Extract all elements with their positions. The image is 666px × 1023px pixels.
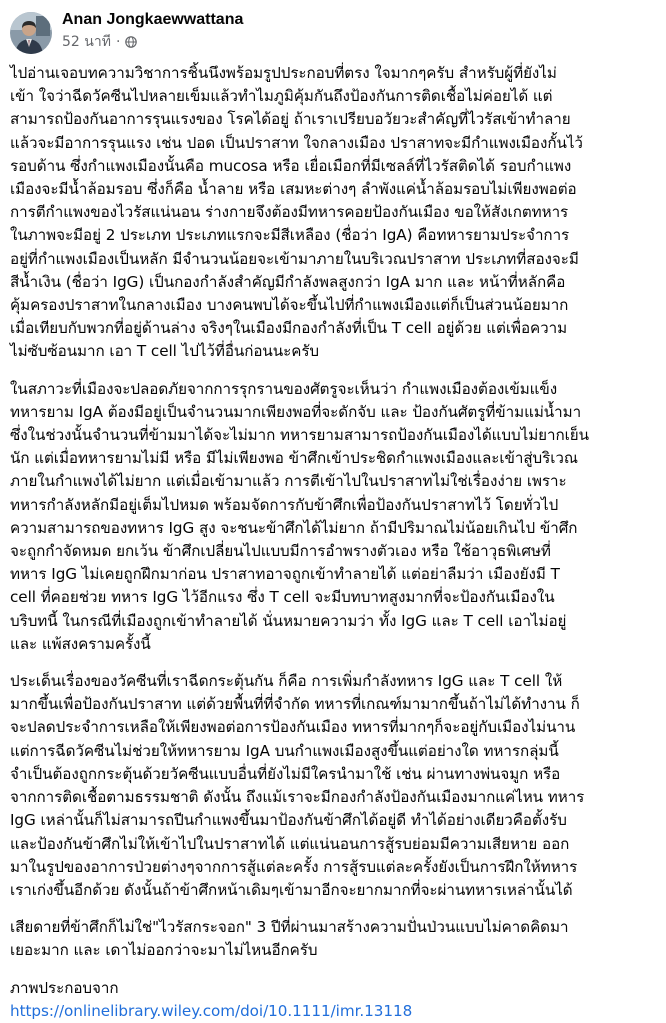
text-line: แต่การฉีดวัคซีนไม่ช่วยให้ทหารยาม IgA บนกำแพงเมืองสูงขึ้นแต่อย่างใด ทหารกลุ่มนี้ xyxy=(10,741,559,760)
image-credit-label: ภาพประกอบจาก xyxy=(10,978,119,997)
text-line: ประเด็นเรื่องของวัคซีนที่เราฉีดกระตุ้นกัน ก็คือ การเพิ่มกำลังทหาร IgG และ T cell ให้ xyxy=(10,672,563,691)
text-line: ทหารกำลังหลักมีอยู่เต็มไปหมด พร้อมจัดการกับข้าศึกเพื่อป้องกันปราสาทไว้ โดยทั่วไป xyxy=(10,495,559,514)
avatar-image xyxy=(10,12,52,54)
text-line: cell ที่คอยช่วย ทหาร IgG ไว้อีกแรง ซึ่ง T cell จะมีบทบาทสูงมากที่จะป้องกันเมืองใน xyxy=(10,588,555,607)
text-line: และ แพ้สงครามครั้งนี้ xyxy=(10,634,151,653)
text-line: สามารถป้องกันอาการรุนแรงของ โรคได้อยู่ ถ้าเราเปรียบอวัยวะสำคัญที่ไวรัสเข้าทำลาย xyxy=(10,110,571,129)
text-line: จะปลดประจำการเหลือให้เพียงพอต่อการป้องกันเมือง ทหารที่มากๆก็จะอยู่กับเมืองไม่นาน xyxy=(10,718,576,737)
text-line: รอบด้าน ซึ่งกำแพงเมืองนั้นคือ mucosa หรือ เยื่อเมือกที่มีเซลล์ที่ไวรัสติดได้ รอบกำแพง xyxy=(10,156,572,175)
image-credit xyxy=(10,977,662,1023)
text-line: ในภาพจะมีอยู่ 2 ประเภท ประเภทแรกจะมีสีเหลือง (ชื่อว่า IgA) คือทหารยามประจำการ xyxy=(10,226,570,245)
text-line: เราเก่งขึ้นอีกด้วย ดังนั้นถ้าข้าศึกหน้าเดิมๆเข้ามาอีกจะยากมากที่จะผ่านทหารเหล่านั้นได้ xyxy=(10,880,573,899)
text-line: เยอะมาก และ เดาไม่ออกว่าจะมาไม่ไหนอีกครับ xyxy=(10,941,318,960)
text-line: ไม่ซับซ้อนมาก เอา T cell ไปไว้ที่อื่นก่อนนะครับ xyxy=(10,342,320,361)
text-line: จะถูกกำจัดหมด ยกเว้น ข้าศึกเปลี่ยนไปแบบมีการอำพรางตัวเอง หรือ ใช้อาวุธพิเศษที่ xyxy=(10,542,551,561)
source-link[interactable]: https://onlinelibrary.wiley.com/doi/10.1111/imr.13118 xyxy=(10,1001,413,1020)
post-meta xyxy=(62,10,243,51)
text-line: ในสภาวะที่เมืองจะปลอดภัยจากการรุกรานของศัตรูจะเห็นว่า กำแพงเมืองต้องเข้มแข็ง xyxy=(10,379,558,398)
text-line: เสียดายที่ข้าศึกก็ไม่ใช่"ไวรัสกระจอก" 3 ปีที่ผ่านมาสร้างความปั่นป่วนแบบไม่คาดคิดมา xyxy=(10,918,569,937)
text-line: จำเป็นต้องถูกกระตุ้นด้วยวัคซีนแบบอื่นที่ยังไม่มีใครนำมาใช้ เช่น ผ่านทางพ่นจมูก หรือ xyxy=(10,764,561,783)
post-timestamp[interactable]: 52 นาที xyxy=(62,34,111,50)
text-line: และป้องกันข้าศึกไม่ให้เข้าไปในปราสาทได้ แต่แน่นอนการสู้รบย่อมมีความเสียหาย ออก xyxy=(10,834,570,853)
post-subline xyxy=(62,33,243,51)
text-line: คุ้มครองปราสาทในกลางเมือง บางคนพบได้จะขึ้นไปที่กำแพงเมืองแต่ก็เป็นส่วนน้อยมาก xyxy=(10,296,569,315)
text-line: นัก แต่เมื่อทหารยามไม่มี หรือ มีไม่เพียงพอ ข้าศึกเข้าประชิดกำแพงเมืองและเข้าสู่บริเวณ xyxy=(10,449,578,468)
text-line: IgG เหล่านั้นก็ไม่สามารถปีนกำแพงขึ้นมาป้องกันข้าศึกได้อยู่ดี ทำได้อย่างเดียวคือตั้งรับ xyxy=(10,811,567,830)
text-line: เมื่อเทียบกับพวกที่อยู่ด้านล่าง จริงๆในเมืองมีกองกำลังที่เป็น T cell อยู่ด้วย แต่เพื่อความ xyxy=(10,319,568,338)
avatar[interactable] xyxy=(10,12,52,54)
post-body xyxy=(10,62,662,1023)
text-line: มาในรูปของอาการป่วยต่างๆจากการสู้แต่ละครั้ง การสู้รบแต่ละครั้งยังเป็นการฝึกให้ทหาร xyxy=(10,857,578,876)
text-line: ความสามารถของทหาร IgG สูง จะชนะข้าศึกได้ไม่ยาก ถ้ามีปริมาณไม่น้อยเกินไป ข้าศึก xyxy=(10,518,578,537)
author-name[interactable]: Anan Jongkaewwattana xyxy=(62,11,244,28)
text-line: มากขึ้นเพื่อป้องกันปราสาท แต่ด้วยพื้นที่ที่จำกัด ทหารที่เกณฑ์มามากขึ้นถ้าไม่ได้ทำงาน ก็ xyxy=(10,695,580,714)
text-line: ทหารยาม IgA ต้องมีอยู่เป็นจำนวนมากเพียงพอที่จะดักจับ และ ป้องกันศัตรูที่ข้ามแม่น้ำมา xyxy=(10,402,582,421)
post-paragraph xyxy=(10,670,662,902)
text-line: ไปอ่านเจอบทความวิชาการชิ้นนึงพร้อมรูปประกอบที่ตรง ใจมากๆครับ สำหรับผู้ที่ยังไม่ xyxy=(10,64,557,82)
text-line: การตีกำแพงของไวรัสแน่นอน ร่างกายจึงต้องมีทหารคอยป้องกันเมือง ขอให้สังเกตทหาร xyxy=(10,203,569,222)
post-paragraph xyxy=(10,378,662,656)
globe-icon[interactable] xyxy=(125,36,137,48)
text-line: ภายในกำแพงได้ไม่ยาก แต่เมื่อเข้ามาแล้ว การตีเข้าไปในปราสาทไม่ใช่เรื่องง่าย เพราะ xyxy=(10,472,567,491)
text-line: จากการติดเชื้อตามธรรมชาติ ดังนั้น ถึงแม้เราจะมีกองกำลังป้องกันเมืองมากแค่ไหน ทหาร xyxy=(10,788,585,807)
post-paragraph xyxy=(10,62,662,364)
text-line: อยู่ที่กำแพงเมืองเป็นหลัก มีจำนวนน้อยจะเข้ามาภายในบริเวณปราสาท ประเภทที่สองจะมี xyxy=(10,249,579,268)
meta-separator: · xyxy=(115,34,121,50)
text-line: บริบทนี้ ในกรณีที่เมืองถูกเข้าทำลายได้ นั่นหมายความว่า ทั้ง IgG และ T cell เอาไม่อยู่ xyxy=(10,611,567,630)
text-line: เมืองจะมีน้ำล้อมรอบ ซึ่งก็คือ น้ำลาย หรือ เสมหะต่างๆ ลำพังแค่น้ำล้อมรอบไม่เพียงพอต่อ xyxy=(10,180,577,199)
text-line: สีน้ำเงิน (ชื่อว่า IgG) เป็นกองกำลังสำคัญมีกำลังพลสูงกว่า IgA มาก และ หน้าที่หลักคือ xyxy=(10,272,566,291)
text-line: แล้วจะมีอาการรุนแรง เช่น ปอด เป็นปราสาท ใจกลางเมือง ปราสาทจะมีกำแพงเมืองกั้นไว้ xyxy=(10,133,583,152)
text-line: ซึ่งในช่วงนั้นจำนวนที่ข้ามมาได้จะไม่มาก ทหารยามสามารถป้องกันเมืองได้แบบไม่ยากเย็น xyxy=(10,426,589,445)
text-line: ทหาร IgG ไม่เคยถูกฝึกมาก่อน ปราสาทอาจถูกเข้าทำลายได้ แต่อย่าลืมว่า เมืองยังมี T xyxy=(10,565,560,584)
text-line: เข้า ใจว่าฉีดวัคซีนไปหลายเข็มแล้วทำไมภูมิคุ้มกันถึงป้องกันการติดเชื้อไม่ค่อยได้ แต่ xyxy=(10,87,553,106)
post-header xyxy=(10,10,243,62)
